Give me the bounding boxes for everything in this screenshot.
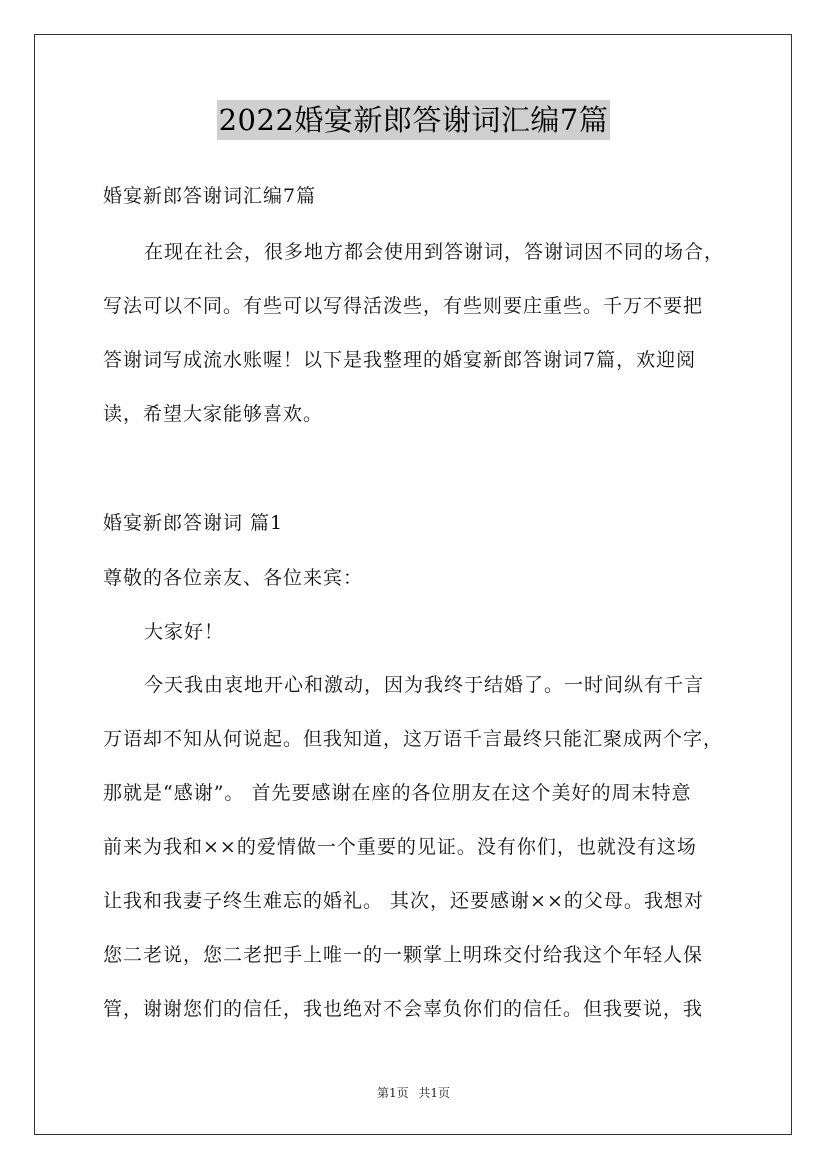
body-line-1: 今天我由衷地开心和激动，因为我终于结婚了。一时间纵有千言 [144,674,705,696]
title-container [0,100,827,140]
body-line-5: 让我和我妻子终生难忘的婚礼。 其次，还要感谢××的父母。我想对 [103,890,704,912]
body-line-7: 管，谢谢您们的信任，我也绝对不会辜负你们的信任。但我要说，我 [103,998,704,1020]
intro-line-1: 在现在社会，很多地方都会使用到答谢词，答谢词因不同的场合， [144,241,725,263]
intro-line-3: 答谢词写成流水账喔！以下是我整理的婚宴新郎答谢词7篇，欢迎阅 [103,349,697,371]
section-heading: 婚宴新郎答谢词 篇1 [103,512,284,534]
page-footer [0,1084,827,1101]
document-title: 2022婚宴新郎答谢词汇编7篇 [217,100,611,140]
document-subtitle: 婚宴新郎答谢词汇编7篇 [103,185,317,207]
body-line-6: 您二老说，您二老把手上唯一的一颗掌上明珠交付给我这个年轻人保 [103,944,704,966]
page-total: 共1页 [418,1086,451,1100]
body-line-3: 那就是“感谢”。 首先要感谢在座的各位朋友在这个美好的周末特意 [103,782,692,804]
greeting: 大家好！ [144,621,225,643]
body-line-4: 前来为我和××的爱情做一个重要的见证。没有你们，也就没有这场 [103,836,697,858]
intro-line-2: 写法可以不同。有些可以写得活泼些，有些则要庄重些。千万不要把 [103,295,704,317]
intro-line-4: 读，希望大家能够喜欢。 [103,403,324,425]
body-line-2: 万语却不知从何说起。但我知道，这万语千言最终只能汇聚成两个字， [103,728,724,750]
page-number: 第1页 [376,1086,409,1100]
salutation: 尊敬的各位亲友、各位来宾： [103,567,364,589]
